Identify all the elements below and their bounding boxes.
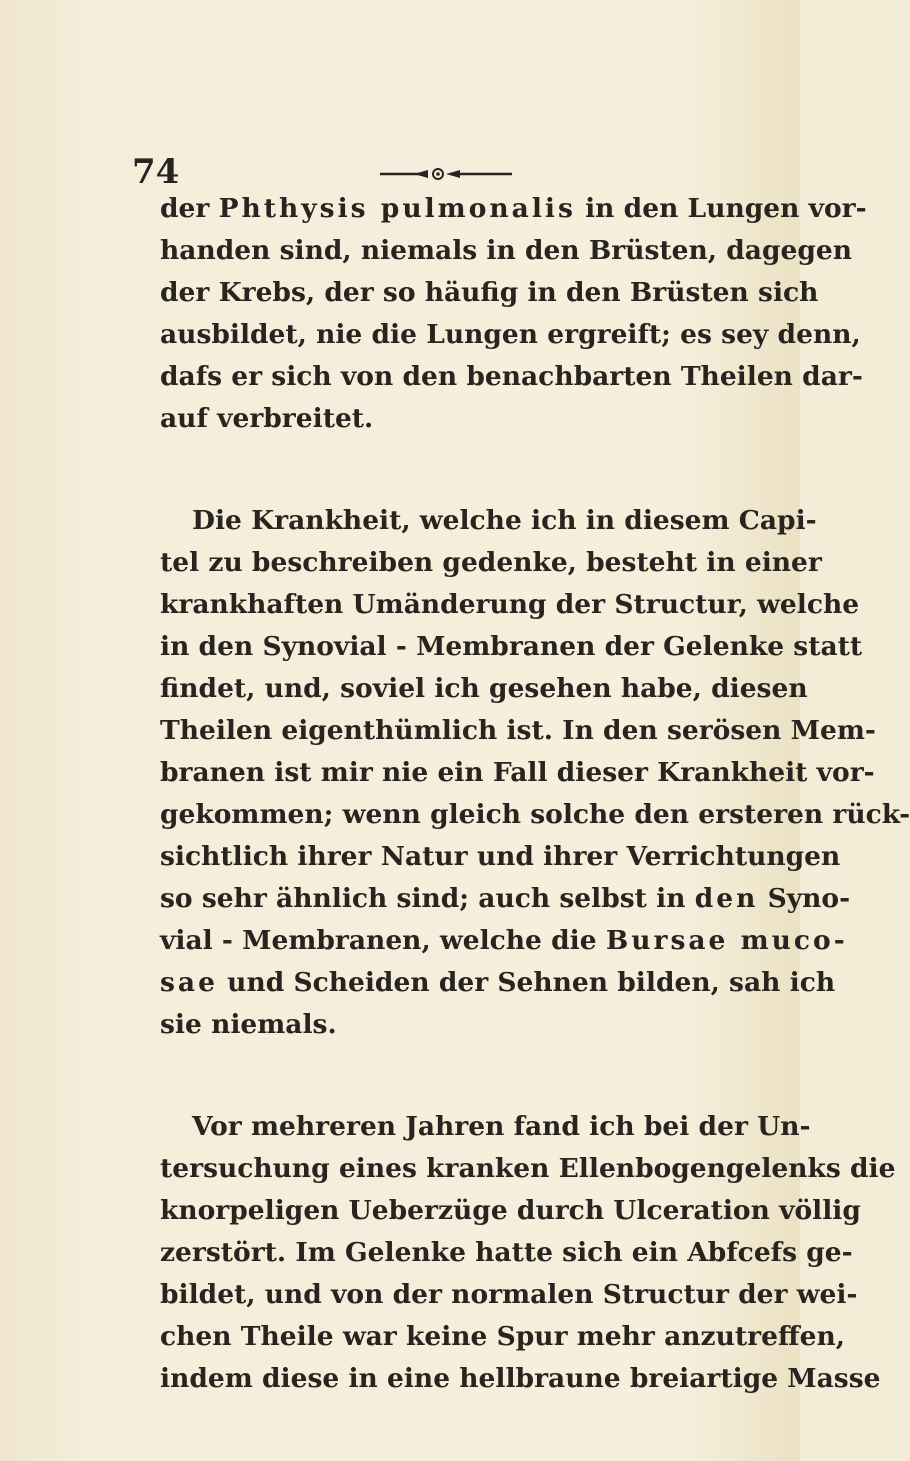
page-number: 74 xyxy=(132,152,180,192)
text-line: so sehr ähnlich sind; auch selbst in den Syno- xyxy=(160,883,851,914)
text-line: sae und Scheiden der Sehnen bilden, sah ich xyxy=(160,967,836,998)
text-line: branen ist mir nie ein Fall dieser Krankheit vor- xyxy=(160,757,875,788)
text-line: vial - Membranen, welche die Bursae muco- xyxy=(160,925,848,956)
text-line: gekommen; wenn gleich solche den ersteren rück- xyxy=(160,799,910,830)
text-line: auf verbreitet. xyxy=(160,403,374,434)
header-ornament-icon xyxy=(380,168,512,180)
paragraph-3 xyxy=(160,1106,896,1400)
paragraph-1 xyxy=(160,188,867,440)
text-line: sichtlich ihrer Natur und ihrer Verrichtungen xyxy=(160,841,841,872)
text-line: chen Theile war keine Spur mehr anzutreffen, xyxy=(160,1321,846,1352)
page-header xyxy=(132,152,692,192)
text-line: tel zu beschreiben gedenke, besteht in einer xyxy=(160,547,822,578)
text-line: der Krebs, der so häufig in den Brüsten sich xyxy=(160,277,819,308)
text-line: der Phthysis pulmonalis in den Lungen vor- xyxy=(160,193,867,224)
text-line: tersuchung eines kranken Ellenbogengelenks die xyxy=(160,1153,896,1184)
text-line: knorpeligen Ueberzüge durch Ulceration völlig xyxy=(160,1195,861,1226)
text-line: ausbildet, nie die Lungen ergreift; es sey denn, xyxy=(160,319,861,350)
text-line: findet, und, soviel ich gesehen habe, diesen xyxy=(160,673,808,704)
text-line: Theilen eigenthümlich ist. In den serösen Mem- xyxy=(160,715,876,746)
paragraph-2 xyxy=(160,500,910,1046)
text-line: zerstört. Im Gelenke hatte sich ein Abfcefs ge- xyxy=(160,1237,853,1268)
text-line: bildet, und von der normalen Structur der wei- xyxy=(160,1279,858,1310)
text-line: Vor mehreren Jahren fand ich bei der Un- xyxy=(192,1111,811,1142)
text-line: krankhaften Umänderung der Structur, welche xyxy=(160,589,860,620)
paragraph-gap xyxy=(172,1046,720,1106)
text-line: sie niemals. xyxy=(160,1009,337,1040)
paragraph-gap xyxy=(172,440,720,500)
text-line: handen sind, niemals in den Brüsten, dagegen xyxy=(160,235,852,266)
body-text xyxy=(160,188,910,1400)
text-line: in den Synovial - Membranen der Gelenke statt xyxy=(160,631,863,662)
text-line: indem diese in eine hellbraune breiartige Masse xyxy=(160,1363,881,1394)
text-line: Die Krankheit, welche ich in diesem Capi- xyxy=(192,505,817,536)
text-line: dafs er sich von den benachbarten Theilen dar- xyxy=(160,361,863,392)
